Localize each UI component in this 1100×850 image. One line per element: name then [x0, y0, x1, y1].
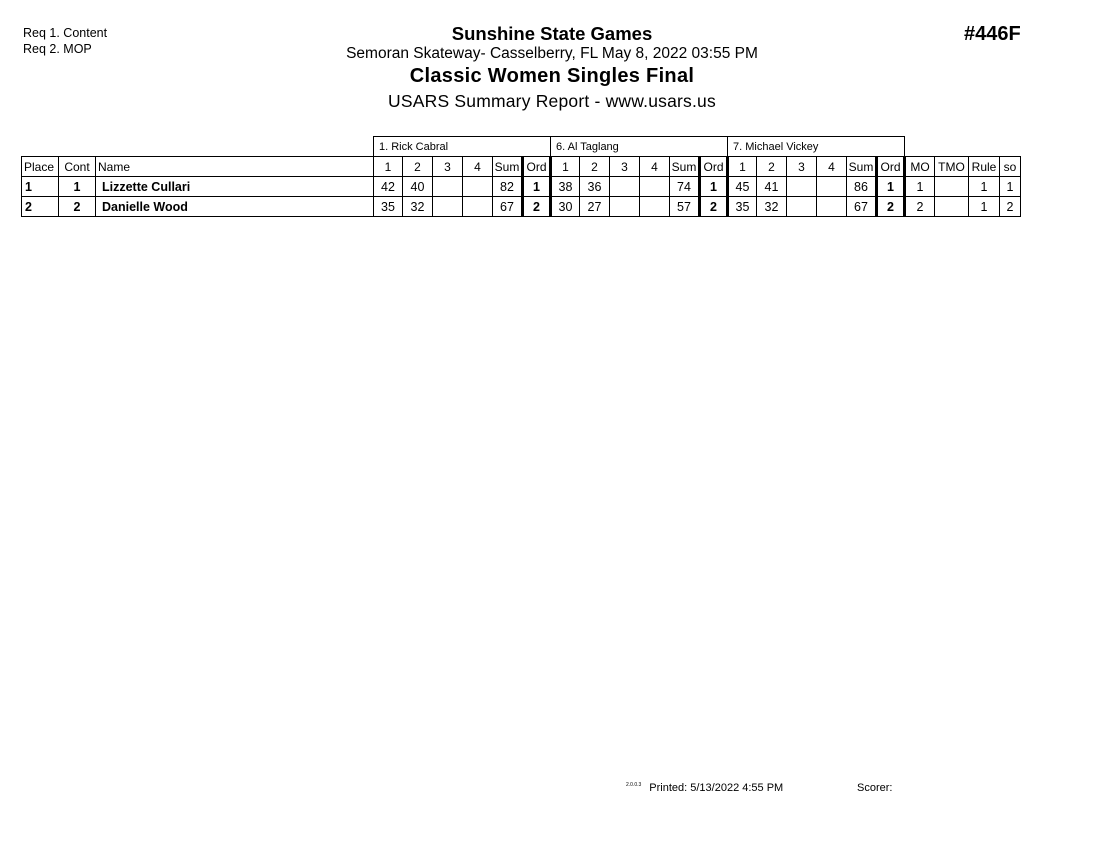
score-cell: 32	[403, 197, 433, 217]
score-cell: 45	[728, 177, 757, 197]
score-cell	[817, 177, 847, 197]
so-cell: 1	[1000, 177, 1021, 197]
score-cell	[610, 177, 640, 197]
score-cell	[610, 197, 640, 217]
judge-name: 7. Michael Vickey	[728, 137, 905, 157]
col-name: Name	[96, 157, 374, 177]
col-score-2: 2	[757, 157, 787, 177]
so-cell: 2	[1000, 197, 1021, 217]
report-header	[270, 23, 834, 113]
ordinal-cell: 2	[700, 197, 728, 217]
skater-name: Lizzette Cullari	[96, 177, 374, 197]
event-name: Classic Women Singles Final	[409, 65, 695, 87]
col-score-1: 1	[551, 157, 580, 177]
score-cell	[787, 177, 817, 197]
place-cell: 2	[22, 197, 59, 217]
col-score-4: 4	[817, 157, 847, 177]
ordinal-cell: 1	[877, 177, 905, 197]
col-ord: Ord	[523, 157, 551, 177]
tmo-cell	[935, 197, 969, 217]
col-ord: Ord	[700, 157, 728, 177]
venue-date-line: Semoran Skateway- Casselberry, FL May 8, 2022 03:55 PM	[346, 45, 758, 62]
col-ord: Ord	[877, 157, 905, 177]
score-cell	[787, 197, 817, 217]
col-sum: Sum	[847, 157, 877, 177]
rule-cell: 1	[969, 197, 1000, 217]
col-mo: MO	[905, 157, 935, 177]
mo-cell: 2	[905, 197, 935, 217]
col-place: Place	[22, 157, 59, 177]
score-cell: 42	[374, 177, 403, 197]
sum-cell: 86	[847, 177, 877, 197]
cont-cell: 2	[59, 197, 96, 217]
ordinal-cell: 1	[700, 177, 728, 197]
col-score-4: 4	[640, 157, 670, 177]
col-score-3: 3	[787, 157, 817, 177]
table-row	[22, 177, 1021, 197]
sum-cell: 74	[670, 177, 700, 197]
judge-name: 6. Al Taglang	[551, 137, 728, 157]
cont-cell: 1	[59, 177, 96, 197]
printed-timestamp: Printed: 5/13/2022 4:55 PM	[649, 782, 784, 794]
requirement-item: Req 2. MOP	[23, 42, 92, 56]
requirement-item: Req 1. Content	[23, 26, 108, 40]
requirements-list	[23, 25, 107, 57]
sum-cell: 57	[670, 197, 700, 217]
score-cell	[640, 177, 670, 197]
rule-cell: 1	[969, 177, 1000, 197]
score-cell: 35	[728, 197, 757, 217]
skater-name: Danielle Wood	[96, 197, 374, 217]
score-cell	[463, 197, 493, 217]
col-score-2: 2	[403, 157, 433, 177]
col-score-1: 1	[728, 157, 757, 177]
ordinal-cell: 2	[523, 197, 551, 217]
col-sum: Sum	[493, 157, 523, 177]
col-rule: Rule	[969, 157, 1000, 177]
col-score-2: 2	[580, 157, 610, 177]
score-cell: 36	[580, 177, 610, 197]
sum-cell: 67	[847, 197, 877, 217]
col-score-1: 1	[374, 157, 403, 177]
score-cell: 38	[551, 177, 580, 197]
version-mark: 2.0.0.3	[626, 782, 642, 788]
col-sum: Sum	[670, 157, 700, 177]
place-cell: 1	[22, 177, 59, 197]
col-tmo: TMO	[935, 157, 969, 177]
score-cell	[433, 177, 463, 197]
sum-cell: 82	[493, 177, 523, 197]
scorer-label: Scorer:	[857, 782, 893, 794]
score-cell	[817, 197, 847, 217]
judge-name: 1. Rick Cabral	[374, 137, 551, 157]
report-title: USARS Summary Report - www.usars.us	[388, 91, 716, 111]
col-score-3: 3	[433, 157, 463, 177]
score-cell	[433, 197, 463, 217]
col-score-3: 3	[610, 157, 640, 177]
judges-header-row	[22, 137, 1021, 157]
score-cell: 35	[374, 197, 403, 217]
sum-cell: 67	[493, 197, 523, 217]
tmo-cell	[935, 177, 969, 197]
score-cell: 30	[551, 197, 580, 217]
col-score-4: 4	[463, 157, 493, 177]
column-header-row	[22, 157, 1021, 177]
ordinal-cell: 1	[523, 177, 551, 197]
event-number: #446F	[964, 23, 1021, 45]
score-cell: 40	[403, 177, 433, 197]
col-cont: Cont	[59, 157, 96, 177]
printed-footer	[626, 782, 783, 794]
score-cell: 27	[580, 197, 610, 217]
results-table	[21, 136, 1021, 217]
score-cell: 32	[757, 197, 787, 217]
ordinal-cell: 2	[877, 197, 905, 217]
score-cell: 41	[757, 177, 787, 197]
mo-cell: 1	[905, 177, 935, 197]
table-row	[22, 197, 1021, 217]
col-so: so	[1000, 157, 1021, 177]
competition-title: Sunshine State Games	[451, 23, 653, 44]
score-cell	[463, 177, 493, 197]
score-cell	[640, 197, 670, 217]
